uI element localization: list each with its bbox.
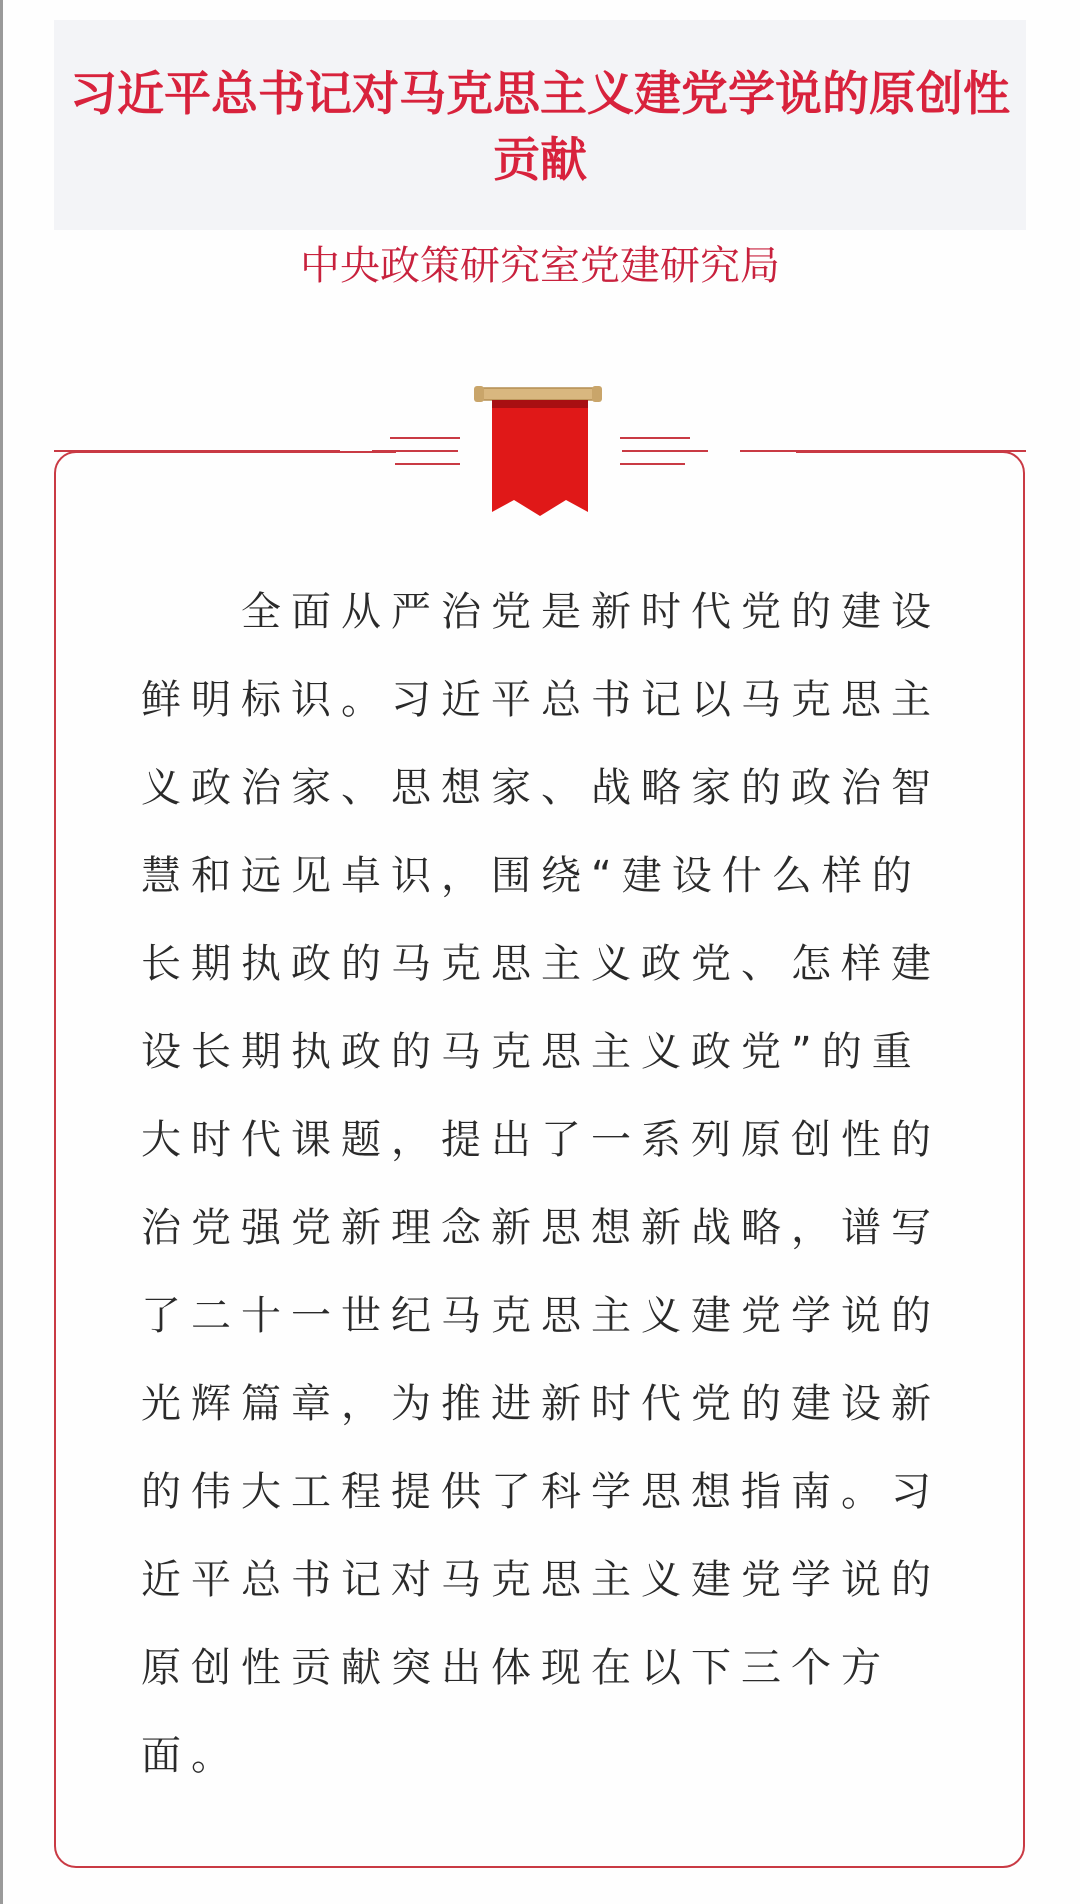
ribbon-rod-cap-left bbox=[474, 386, 484, 402]
ribbon-body bbox=[492, 400, 588, 516]
title-banner bbox=[54, 20, 1026, 230]
article-title: 习近平总书记对马克思主义建党学说的原创性贡献 bbox=[70, 67, 1010, 188]
red-ribbon-banner-icon bbox=[0, 380, 1080, 525]
ribbon-rod-cap-right bbox=[592, 386, 602, 402]
article-body: 全面从严治党是新时代党的建设鲜明标识。习近平总书记以马克思主义政治家、思想家、战略家的政治智慧和远见卓识，围绕“建设什么样的长期执政的马克思主义政党、怎样建设长期执政的马克思主义政党”的重大时代课题，提出了一系列原创性的治党强党新理念新思想新战略，谱写了二十一世纪马克思主义建党学说的光辉篇章，为推进新时代党的建设新的伟大工程提供了科学思想指南。习近平总书记对马克思主义建党学说的原创性贡献突出体现在以下三个方面。 bbox=[141, 589, 941, 1779]
ribbon-fold bbox=[492, 400, 588, 408]
ribbon-rod bbox=[478, 388, 598, 400]
author-organization: 中央政策研究室党建研究局 bbox=[300, 243, 780, 289]
